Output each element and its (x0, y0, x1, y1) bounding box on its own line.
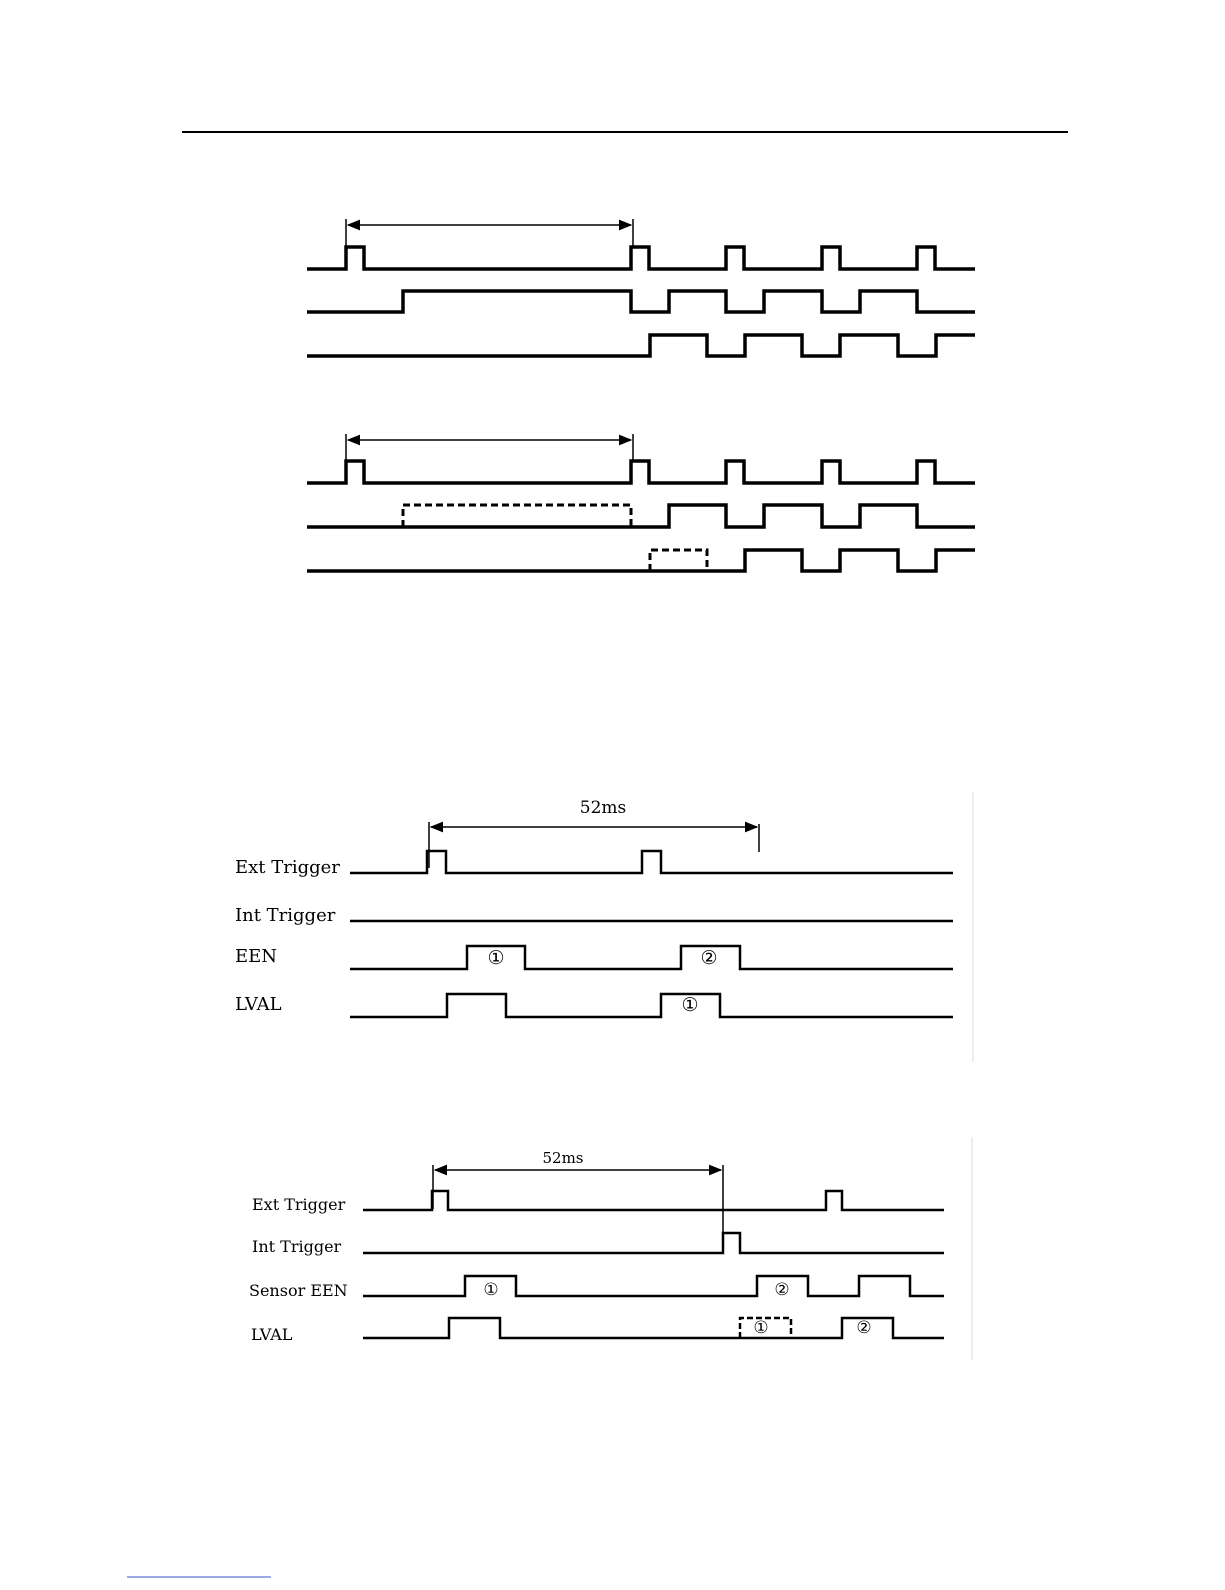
waveform-row-2 (307, 291, 975, 312)
waveform-row-3 (307, 335, 975, 356)
signal-label-int-trigger: Int Trigger (252, 1237, 342, 1256)
een-marker-2: ② (774, 1280, 790, 1300)
lval-marker-1: ① (681, 994, 699, 1016)
signal-label-int-trigger: Int Trigger (235, 905, 336, 926)
timing-diagram-b (307, 434, 975, 571)
lval-marker-2: ② (856, 1318, 872, 1338)
lval-marker-1: ① (753, 1318, 769, 1338)
waveform-sensor-een (363, 1276, 944, 1296)
waveform-ext-trigger (350, 851, 953, 873)
een-marker-1: ① (483, 1280, 499, 1300)
interval-label: 52ms (579, 798, 627, 818)
dashed-pulse (650, 550, 707, 571)
signal-label-een: EEN (235, 946, 278, 967)
dashed-pulse (403, 505, 631, 527)
signal-label-lval: LVAL (251, 1325, 293, 1344)
timing-diagram-a (307, 219, 975, 356)
een-marker-1: ① (487, 947, 505, 969)
waveform-int-trigger (363, 1233, 944, 1253)
signal-label-lval: LVAL (235, 994, 282, 1015)
waveform-row-3 (307, 550, 975, 571)
timing-diagram-c (235, 792, 973, 1062)
waveform-een (350, 946, 953, 969)
waveform-ext-trigger (363, 1191, 944, 1210)
signal-label-ext-trigger: Ext Trigger (252, 1195, 346, 1214)
signal-label-sensor-een: Sensor EEN (249, 1281, 348, 1300)
een-marker-2: ② (700, 947, 718, 969)
waveform-row-2 (307, 505, 975, 527)
signal-label-ext-trigger: Ext Trigger (235, 857, 340, 878)
waveform-row-1 (307, 461, 975, 483)
waveform-lval (350, 994, 953, 1017)
timing-diagram-d (249, 1137, 972, 1360)
interval-label: 52ms (542, 1149, 584, 1167)
waveform-row-1 (307, 247, 975, 269)
